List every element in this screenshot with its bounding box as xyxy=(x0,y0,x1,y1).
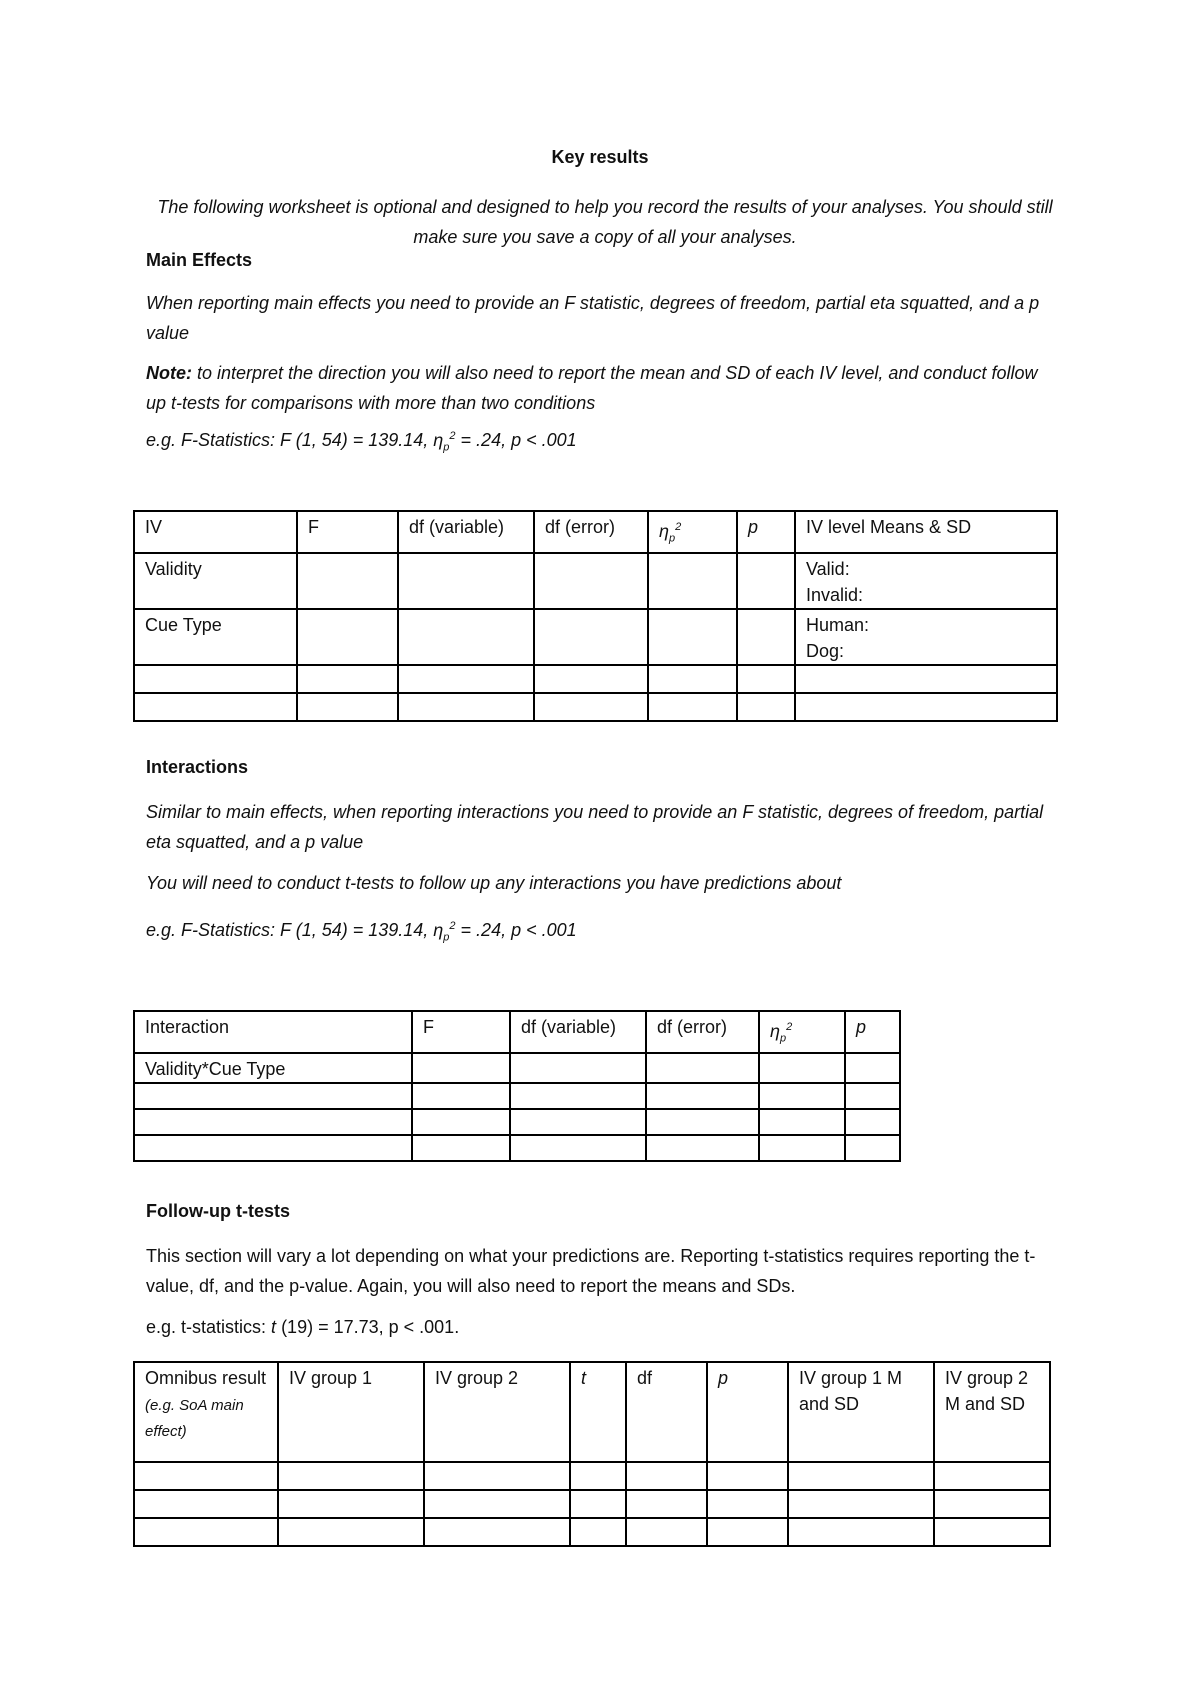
input-cell[interactable] xyxy=(737,553,795,609)
table-header-row xyxy=(134,1011,900,1053)
header-cell: df (error) xyxy=(534,511,648,553)
header-cell: IV group 1 M and SD xyxy=(788,1362,934,1462)
followup-instruction: This section will vary a lot depending on what your predictions are. Reporting t-statistics requires reporting the t-value, df, and the p-value. Again, you will also need to report the means and SDs. xyxy=(146,1246,1036,1296)
table-row xyxy=(134,609,1057,665)
input-cell[interactable] xyxy=(424,1490,570,1518)
example-prefix: e.g. F-Statistics: F (1, 54) = 139.14, xyxy=(146,920,434,940)
iv-cell: Validity xyxy=(134,553,297,609)
input-cell[interactable] xyxy=(510,1135,646,1161)
input-cell[interactable] xyxy=(648,665,737,693)
table-row xyxy=(134,1053,900,1083)
input-cell[interactable] xyxy=(648,553,737,609)
input-cell[interactable] xyxy=(648,609,737,665)
followup-heading: Follow-up t-tests xyxy=(146,1201,290,1221)
header-cell: df (variable) xyxy=(510,1011,646,1053)
header-cell: IV xyxy=(134,511,297,553)
input-cell[interactable] xyxy=(845,1053,900,1083)
note-label: Note: xyxy=(146,363,192,383)
input-cell[interactable] xyxy=(934,1518,1050,1546)
header-cell-eta xyxy=(648,511,737,553)
example-suffix: = .24, p < .001 xyxy=(455,430,577,450)
input-cell[interactable] xyxy=(788,1518,934,1546)
interactions-instruction: Similar to main effects, when reporting interactions you need to provide an F statistic, degrees of freedom, partial eta squatted, and a p value xyxy=(146,802,1044,852)
input-cell[interactable] xyxy=(398,665,534,693)
input-cell[interactable] xyxy=(510,1083,646,1109)
input-cell[interactable] xyxy=(626,1490,707,1518)
input-cell[interactable] xyxy=(534,665,648,693)
main-effects-note xyxy=(146,358,1046,418)
iv-cell: Cue Type xyxy=(134,609,297,665)
input-cell[interactable] xyxy=(134,1462,278,1490)
table-row xyxy=(134,1462,1050,1490)
input-cell[interactable] xyxy=(510,1109,646,1135)
eta-symbol: η xyxy=(770,1021,780,1041)
omnibus-label: Omnibus result xyxy=(145,1368,267,1388)
input-cell[interactable] xyxy=(570,1462,626,1490)
header-cell: p xyxy=(707,1362,788,1462)
followup-table xyxy=(133,1361,1051,1547)
input-cell[interactable] xyxy=(626,1462,707,1490)
example-suffix: = .24, p < .001 xyxy=(455,920,577,940)
input-cell[interactable] xyxy=(646,1083,759,1109)
input-cell[interactable] xyxy=(737,609,795,665)
table-row xyxy=(134,665,1057,693)
example-prefix: e.g. F-Statistics: F (1, 54) = 139.14, xyxy=(146,430,434,450)
header-cell: df (error) xyxy=(646,1011,759,1053)
table-row xyxy=(134,1490,1050,1518)
main-effects-table xyxy=(133,510,1058,722)
input-cell[interactable] xyxy=(707,1490,788,1518)
input-cell[interactable] xyxy=(788,1462,934,1490)
eta-sup: 2 xyxy=(449,430,456,442)
input-cell[interactable] xyxy=(412,1135,510,1161)
interaction-cell: Validity*Cue Type xyxy=(134,1053,412,1083)
header-cell: Interaction xyxy=(134,1011,412,1053)
page-title: Key results xyxy=(551,147,649,167)
input-cell[interactable] xyxy=(134,693,297,721)
level-label: Human: xyxy=(806,614,870,635)
input-cell[interactable] xyxy=(788,1490,934,1518)
input-cell[interactable] xyxy=(759,1083,845,1109)
table-header-row xyxy=(134,1362,1050,1462)
levels-cell[interactable] xyxy=(795,609,1057,665)
main-effects-example xyxy=(146,430,577,454)
table-row xyxy=(134,693,1057,721)
omnibus-header-cell xyxy=(134,1362,278,1462)
header-cell: df xyxy=(626,1362,707,1462)
level-label: Dog: xyxy=(806,640,845,661)
input-cell[interactable] xyxy=(570,1518,626,1546)
input-cell[interactable] xyxy=(626,1518,707,1546)
header-cell: F xyxy=(297,511,398,553)
example-suffix: (19) = 17.73, p < .001. xyxy=(276,1317,460,1337)
input-cell[interactable] xyxy=(398,609,534,665)
input-cell[interactable] xyxy=(398,553,534,609)
table-row xyxy=(134,1083,900,1109)
header-cell: t xyxy=(570,1362,626,1462)
header-cell: p xyxy=(737,511,795,553)
input-cell[interactable] xyxy=(845,1135,900,1161)
input-cell[interactable] xyxy=(278,1462,424,1490)
input-cell[interactable] xyxy=(424,1462,570,1490)
input-cell[interactable] xyxy=(297,609,398,665)
input-cell[interactable] xyxy=(510,1053,646,1083)
input-cell[interactable] xyxy=(737,693,795,721)
interactions-example xyxy=(146,920,577,944)
table-row xyxy=(134,1518,1050,1546)
interactions-followup-note: You will need to conduct t-tests to follow up any interactions you have predictions about xyxy=(146,873,842,893)
input-cell[interactable] xyxy=(398,693,534,721)
input-cell[interactable] xyxy=(845,1083,900,1109)
input-cell[interactable] xyxy=(759,1053,845,1083)
input-cell[interactable] xyxy=(648,693,737,721)
header-cell: IV group 2 xyxy=(424,1362,570,1462)
input-cell[interactable] xyxy=(534,609,648,665)
eta-sub: p xyxy=(780,1032,787,1045)
header-cell: p xyxy=(845,1011,900,1053)
input-cell[interactable] xyxy=(845,1109,900,1135)
t-symbol: t xyxy=(271,1317,277,1337)
input-cell[interactable] xyxy=(795,693,1057,721)
input-cell[interactable] xyxy=(646,1135,759,1161)
input-cell[interactable] xyxy=(412,1109,510,1135)
input-cell[interactable] xyxy=(759,1135,845,1161)
input-cell[interactable] xyxy=(759,1109,845,1135)
eta-symbol: η xyxy=(433,430,444,450)
followup-example xyxy=(146,1317,459,1338)
eta-sub: p xyxy=(443,931,450,944)
input-cell[interactable] xyxy=(134,1083,412,1109)
input-cell[interactable] xyxy=(134,665,297,693)
input-cell[interactable] xyxy=(134,1490,278,1518)
main-effects-heading: Main Effects xyxy=(146,250,253,270)
table-row xyxy=(134,1135,900,1161)
header-cell: F xyxy=(412,1011,510,1053)
interactions-heading: Interactions xyxy=(146,757,249,777)
eta-symbol: η xyxy=(659,521,669,541)
table-row xyxy=(134,553,1057,609)
input-cell[interactable] xyxy=(412,1053,510,1083)
input-cell[interactable] xyxy=(424,1518,570,1546)
input-cell[interactable] xyxy=(934,1490,1050,1518)
input-cell[interactable] xyxy=(134,1518,278,1546)
input-cell[interactable] xyxy=(570,1490,626,1518)
input-cell[interactable] xyxy=(534,553,648,609)
interactions-table xyxy=(133,1010,901,1162)
level-label: Invalid: xyxy=(806,584,864,605)
header-cell-eta xyxy=(759,1011,845,1053)
header-cell: IV group 2 M and SD xyxy=(934,1362,1050,1462)
input-cell[interactable] xyxy=(297,693,398,721)
input-cell[interactable] xyxy=(297,553,398,609)
input-cell[interactable] xyxy=(534,693,648,721)
input-cell[interactable] xyxy=(134,1109,412,1135)
eta-sup: 2 xyxy=(786,1021,793,1033)
input-cell[interactable] xyxy=(134,1135,412,1161)
input-cell[interactable] xyxy=(737,665,795,693)
eta-sub: p xyxy=(669,532,676,545)
main-effects-instruction: When reporting main effects you need to provide an F statistic, degrees of freedom, partial eta squatted, and a p value xyxy=(146,293,1040,343)
input-cell[interactable] xyxy=(278,1518,424,1546)
eta-sup: 2 xyxy=(449,920,456,932)
eta-sup: 2 xyxy=(675,521,682,533)
input-cell[interactable] xyxy=(934,1462,1050,1490)
intro-text: The following worksheet is optional and designed to help you record the results of your analyses. You should still make sure you save a copy of all your analyses. xyxy=(157,197,1053,247)
eta-sub: p xyxy=(443,441,450,454)
eta-symbol: η xyxy=(433,920,444,940)
input-cell[interactable] xyxy=(646,1053,759,1083)
table-row xyxy=(134,1109,900,1135)
example-prefix: e.g. t-statistics: xyxy=(146,1317,272,1337)
header-cell: df (variable) xyxy=(398,511,534,553)
input-cell[interactable] xyxy=(707,1518,788,1546)
omnibus-example: (e.g. SoA main effect) xyxy=(145,1397,244,1440)
level-label: Valid: xyxy=(806,558,850,579)
table-header-row xyxy=(134,511,1057,553)
input-cell[interactable] xyxy=(707,1462,788,1490)
levels-cell[interactable] xyxy=(795,553,1057,609)
input-cell[interactable] xyxy=(646,1109,759,1135)
input-cell[interactable] xyxy=(412,1083,510,1109)
input-cell[interactable] xyxy=(795,665,1057,693)
input-cell[interactable] xyxy=(278,1490,424,1518)
header-cell: IV group 1 xyxy=(278,1362,424,1462)
note-text: to interpret the direction you will also need to report the mean and SD of each IV level, and conduct follow up t-tests for comparisons with more than two conditions xyxy=(146,363,1038,413)
header-cell: IV level Means & SD xyxy=(795,511,1057,553)
input-cell[interactable] xyxy=(297,665,398,693)
